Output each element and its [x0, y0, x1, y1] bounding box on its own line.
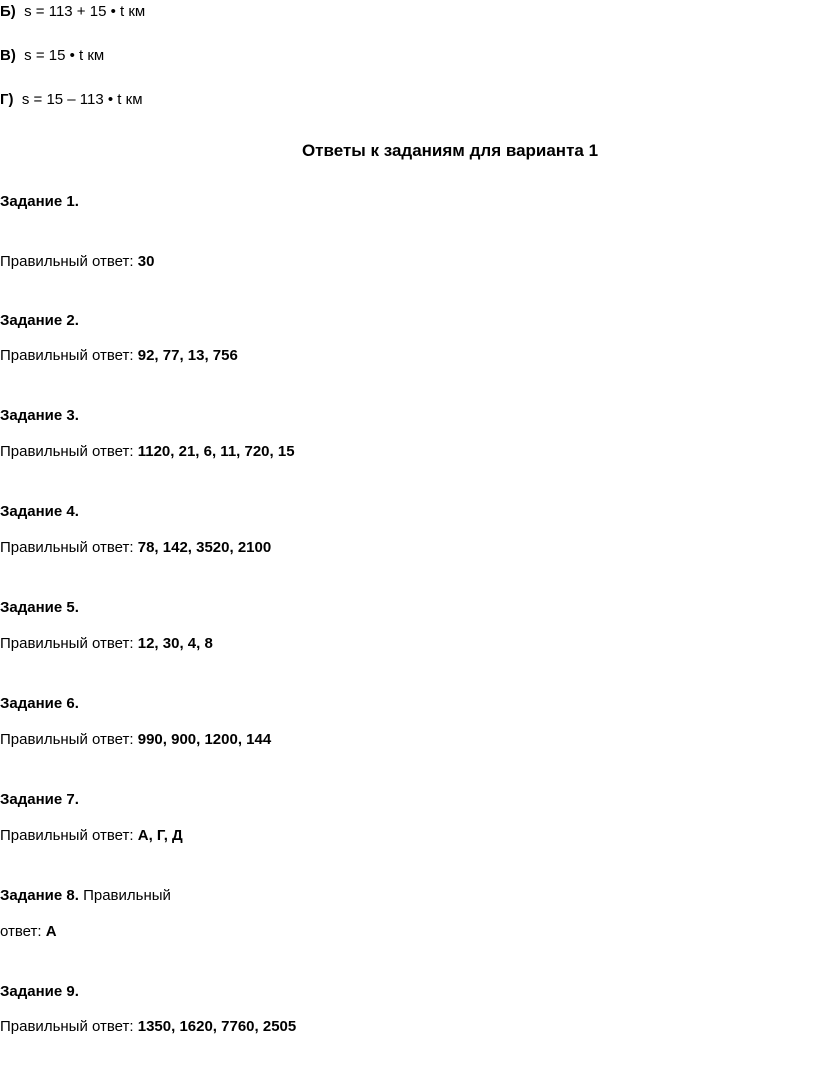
task-answer: [0, 730, 271, 750]
option-label: Г): [0, 91, 14, 108]
answer-prefix-part: ответ:: [0, 923, 42, 940]
option-formula: s = 113 + 15 • t км: [24, 3, 146, 20]
answer-value: А: [45, 923, 57, 940]
answer-value: 30: [137, 253, 155, 270]
task-title: Задание 6.: [0, 695, 79, 712]
answer-value: 1350, 1620, 7760, 2505: [137, 1018, 297, 1035]
answer-prefix: Правильный ответ:: [0, 731, 134, 748]
page-heading: Ответы к заданиям для варианта 1: [301, 141, 599, 160]
answer-prefix: Правильный ответ:: [0, 1018, 134, 1035]
task-answer: [0, 346, 238, 366]
answer-value: 12, 30, 4, 8: [137, 635, 213, 652]
option-g: [0, 90, 143, 110]
task-title: Задание 2.: [0, 312, 79, 329]
task-title-line: [0, 886, 171, 906]
answer-prefix: Правильный ответ:: [0, 827, 134, 844]
task-answer: [0, 252, 154, 272]
task-title: Задание 5.: [0, 599, 79, 616]
answer-prefix: Правильный ответ:: [0, 253, 134, 270]
task-title: Задание 1.: [0, 193, 79, 210]
task-answer: [0, 538, 271, 558]
option-formula: s = 15 – 113 • t км: [21, 91, 143, 108]
answer-value: 990, 900, 1200, 144: [137, 731, 272, 748]
task-title: Задание 3.: [0, 407, 79, 424]
option-formula: s = 15 • t км: [24, 47, 105, 64]
task-answer: [0, 922, 57, 942]
answer-prefix: Правильный ответ:: [0, 347, 134, 364]
answer-prefix: Правильный ответ:: [0, 539, 134, 556]
task-title: Задание 8.: [0, 887, 79, 904]
answer-value: 1120, 21, 6, 11, 720, 15: [137, 443, 295, 460]
option-b: [0, 2, 145, 22]
task-title: Задание 4.: [0, 503, 79, 520]
task-title: Задание 9.: [0, 983, 79, 1000]
answer-prefix: Правильный ответ:: [0, 443, 134, 460]
option-label: Б): [0, 3, 16, 20]
task-answer: [0, 442, 295, 462]
answer-prefix-part: Правильный: [83, 887, 171, 904]
answer-value: А, Г, Д: [137, 827, 183, 844]
task-answer: [0, 1017, 296, 1037]
answer-prefix: Правильный ответ:: [0, 635, 134, 652]
answer-value: 78, 142, 3520, 2100: [137, 539, 272, 556]
task-answer: [0, 634, 213, 654]
answer-value: 92, 77, 13, 756: [137, 347, 238, 364]
option-v: [0, 46, 104, 66]
option-label: В): [0, 47, 16, 64]
task-title: Задание 7.: [0, 791, 79, 808]
task-answer: [0, 826, 183, 846]
